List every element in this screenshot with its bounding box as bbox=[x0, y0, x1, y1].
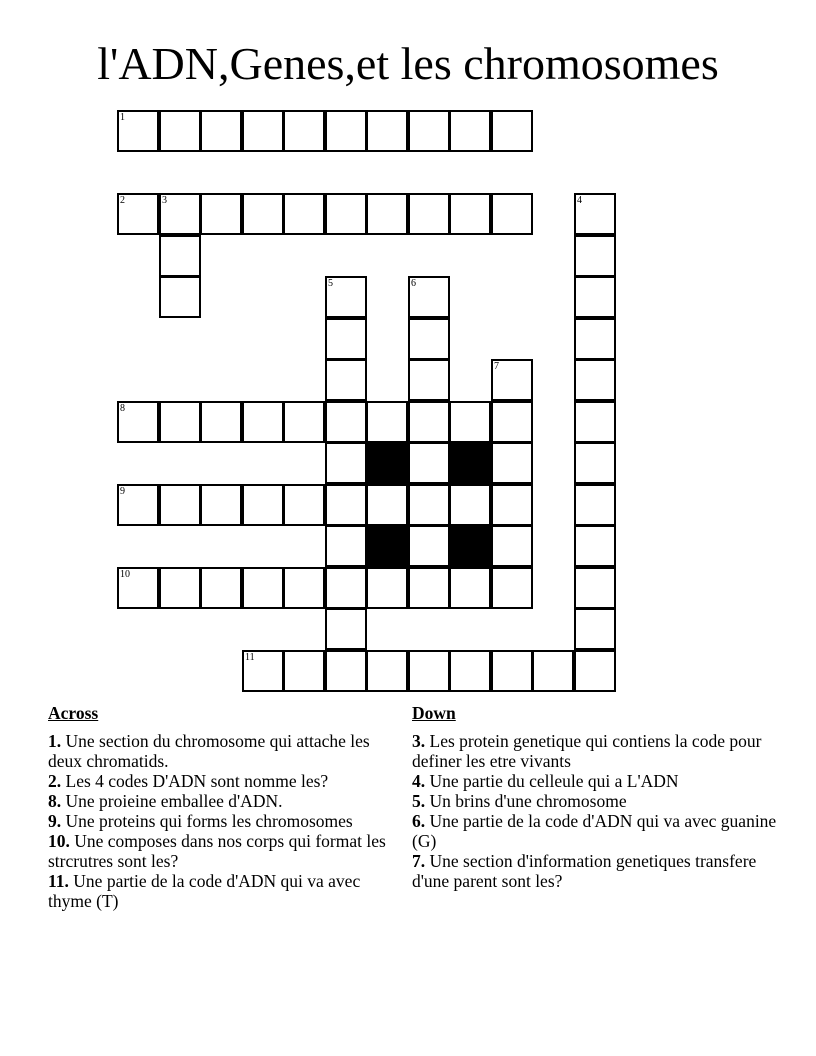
grid-cell[interactable] bbox=[325, 318, 367, 360]
across-clue-2 bbox=[48, 771, 393, 791]
grid-cell[interactable] bbox=[325, 110, 367, 152]
grid-cell[interactable] bbox=[200, 567, 242, 609]
grid-cell[interactable] bbox=[491, 401, 533, 443]
grid-cell[interactable] bbox=[574, 401, 616, 443]
grid-cell[interactable] bbox=[325, 442, 367, 484]
grid-cell[interactable] bbox=[491, 193, 533, 235]
clue-number: 4. bbox=[412, 771, 426, 791]
clue-text: Une section d'information genetiques transfere d'une parent sont les? bbox=[412, 851, 757, 891]
grid-cell[interactable] bbox=[408, 193, 450, 235]
grid-cell[interactable] bbox=[408, 567, 450, 609]
grid-cell[interactable] bbox=[449, 650, 491, 692]
clue-number: 11. bbox=[48, 871, 69, 891]
grid-cell[interactable] bbox=[283, 650, 325, 692]
across-clue-8 bbox=[48, 791, 393, 811]
grid-cell[interactable] bbox=[366, 650, 408, 692]
clue-text: Une proieine emballee d'ADN. bbox=[65, 791, 283, 811]
clue-text: Un brins d'une chromosome bbox=[429, 791, 627, 811]
grid-cell[interactable] bbox=[491, 110, 533, 152]
grid-cell[interactable] bbox=[200, 110, 242, 152]
grid-cell[interactable] bbox=[283, 401, 325, 443]
grid-cell[interactable] bbox=[325, 567, 367, 609]
grid-cell[interactable] bbox=[366, 567, 408, 609]
grid-cell[interactable] bbox=[242, 401, 284, 443]
grid-cell[interactable] bbox=[159, 484, 201, 526]
clue-number: 1. bbox=[48, 731, 62, 751]
clue-number-label: 3 bbox=[162, 195, 167, 206]
down-heading: Down bbox=[412, 703, 456, 723]
clue-number-label: 9 bbox=[120, 486, 125, 497]
grid-cell[interactable] bbox=[117, 401, 159, 443]
grid-cell[interactable] bbox=[574, 193, 616, 235]
grid-cell[interactable] bbox=[159, 235, 201, 277]
clue-text: Une section du chromosome qui attache les deux chromatids. bbox=[48, 731, 370, 771]
clue-text: Une partie de la code d'ADN qui va avec guanine (G) bbox=[412, 811, 777, 851]
grid-cell[interactable] bbox=[242, 567, 284, 609]
grid-cell[interactable] bbox=[117, 567, 159, 609]
grid-cell[interactable] bbox=[491, 650, 533, 692]
grid-cell[interactable] bbox=[408, 484, 450, 526]
clue-text: Les 4 codes D'ADN sont nomme les? bbox=[65, 771, 329, 791]
clue-number: 7. bbox=[412, 851, 426, 871]
black-square bbox=[449, 442, 491, 484]
grid-cell[interactable] bbox=[449, 484, 491, 526]
grid-cell[interactable] bbox=[325, 608, 367, 650]
clue-number-label: 2 bbox=[120, 195, 125, 206]
grid-cell[interactable] bbox=[574, 650, 616, 692]
grid-cell[interactable] bbox=[325, 401, 367, 443]
grid-cell[interactable] bbox=[283, 484, 325, 526]
grid-cell[interactable] bbox=[449, 567, 491, 609]
grid-cell[interactable] bbox=[408, 525, 450, 567]
grid-cell[interactable] bbox=[408, 442, 450, 484]
grid-cell[interactable] bbox=[159, 567, 201, 609]
clue-text: Une proteins qui forms les chromosomes bbox=[65, 811, 353, 831]
grid-cell[interactable] bbox=[325, 484, 367, 526]
clue-number-label: 11 bbox=[245, 652, 255, 663]
grid-cell[interactable] bbox=[283, 193, 325, 235]
grid-cell[interactable] bbox=[200, 193, 242, 235]
grid-cell[interactable] bbox=[491, 359, 533, 401]
grid-cell[interactable] bbox=[366, 110, 408, 152]
clue-number-label: 1 bbox=[120, 112, 125, 123]
grid-cell[interactable] bbox=[159, 110, 201, 152]
down-clue-5 bbox=[412, 791, 782, 811]
clue-number: 9. bbox=[48, 811, 62, 831]
grid-cell[interactable] bbox=[408, 276, 450, 318]
down-clue-3 bbox=[412, 731, 782, 771]
clue-number: 3. bbox=[412, 731, 426, 751]
grid-cell[interactable] bbox=[449, 401, 491, 443]
grid-cell[interactable] bbox=[408, 650, 450, 692]
grid-cell[interactable] bbox=[574, 567, 616, 609]
grid-cell[interactable] bbox=[532, 650, 574, 692]
grid-cell[interactable] bbox=[325, 359, 367, 401]
grid-cell[interactable] bbox=[200, 484, 242, 526]
down-clue-6 bbox=[412, 811, 782, 851]
grid-cell[interactable] bbox=[574, 608, 616, 650]
grid-cell[interactable] bbox=[491, 442, 533, 484]
black-square bbox=[449, 525, 491, 567]
grid-cell[interactable] bbox=[491, 567, 533, 609]
grid-cell[interactable] bbox=[117, 110, 159, 152]
across-clue-10 bbox=[48, 831, 393, 871]
clue-number-label: 6 bbox=[411, 278, 416, 289]
grid-cell[interactable] bbox=[574, 318, 616, 360]
across-clue-9 bbox=[48, 811, 393, 831]
grid-cell[interactable] bbox=[159, 276, 201, 318]
across-clue-11 bbox=[48, 871, 393, 911]
grid-cell[interactable] bbox=[574, 276, 616, 318]
grid-cell[interactable] bbox=[574, 484, 616, 526]
grid-cell[interactable] bbox=[574, 235, 616, 277]
down-clues bbox=[412, 703, 782, 891]
grid-cell[interactable] bbox=[325, 650, 367, 692]
down-clue-4 bbox=[412, 771, 782, 791]
grid-cell[interactable] bbox=[325, 276, 367, 318]
grid-cell[interactable] bbox=[408, 359, 450, 401]
grid-cell[interactable] bbox=[574, 442, 616, 484]
clue-text: Une partie du celleule qui a L'ADN bbox=[429, 771, 679, 791]
grid-cell[interactable] bbox=[242, 193, 284, 235]
clue-number-label: 4 bbox=[577, 195, 582, 206]
grid-cell[interactable] bbox=[325, 525, 367, 567]
grid-cell[interactable] bbox=[449, 110, 491, 152]
clue-number: 10. bbox=[48, 831, 70, 851]
clue-number-label: 5 bbox=[328, 278, 333, 289]
grid-cell[interactable] bbox=[242, 650, 284, 692]
across-heading: Across bbox=[48, 703, 99, 723]
clue-number-label: 7 bbox=[494, 361, 499, 372]
clue-text: Une composes dans nos corps qui format les strcrutres sont les? bbox=[48, 831, 386, 871]
grid-cell[interactable] bbox=[283, 110, 325, 152]
grid-cell[interactable] bbox=[159, 401, 201, 443]
grid-cell[interactable] bbox=[449, 193, 491, 235]
clue-number-label: 10 bbox=[120, 569, 130, 580]
grid-cell[interactable] bbox=[325, 193, 367, 235]
grid-cell[interactable] bbox=[283, 567, 325, 609]
grid-cell[interactable] bbox=[366, 484, 408, 526]
grid-cell[interactable] bbox=[117, 193, 159, 235]
down-clue-7 bbox=[412, 851, 782, 891]
grid-cell[interactable] bbox=[242, 110, 284, 152]
grid-cell[interactable] bbox=[242, 484, 284, 526]
grid-cell[interactable] bbox=[491, 484, 533, 526]
grid-cell[interactable] bbox=[408, 401, 450, 443]
grid-cell[interactable] bbox=[200, 401, 242, 443]
clue-number: 6. bbox=[412, 811, 426, 831]
page-title: l'ADN,Genes,et les chromosomes bbox=[97, 38, 719, 89]
across-clues bbox=[48, 703, 393, 911]
clue-number: 8. bbox=[48, 791, 62, 811]
across-clue-1 bbox=[48, 731, 393, 771]
clue-number: 2. bbox=[48, 771, 62, 791]
grid-cell[interactable] bbox=[574, 525, 616, 567]
black-square bbox=[366, 442, 408, 484]
grid-cell[interactable] bbox=[574, 359, 616, 401]
grid-cell[interactable] bbox=[159, 193, 201, 235]
grid-cell[interactable] bbox=[491, 525, 533, 567]
clue-number-label: 8 bbox=[120, 403, 125, 414]
grid-cell[interactable] bbox=[117, 484, 159, 526]
clue-number: 5. bbox=[412, 791, 426, 811]
black-square bbox=[366, 525, 408, 567]
grid-cell[interactable] bbox=[408, 318, 450, 360]
grid-cell[interactable] bbox=[366, 193, 408, 235]
grid-cell[interactable] bbox=[366, 401, 408, 443]
clue-text: Une partie de la code d'ADN qui va avec thyme (T) bbox=[48, 871, 361, 911]
grid-cell[interactable] bbox=[408, 110, 450, 152]
clue-text: Les protein genetique qui contiens la code pour definer les etre vivants bbox=[412, 731, 762, 771]
